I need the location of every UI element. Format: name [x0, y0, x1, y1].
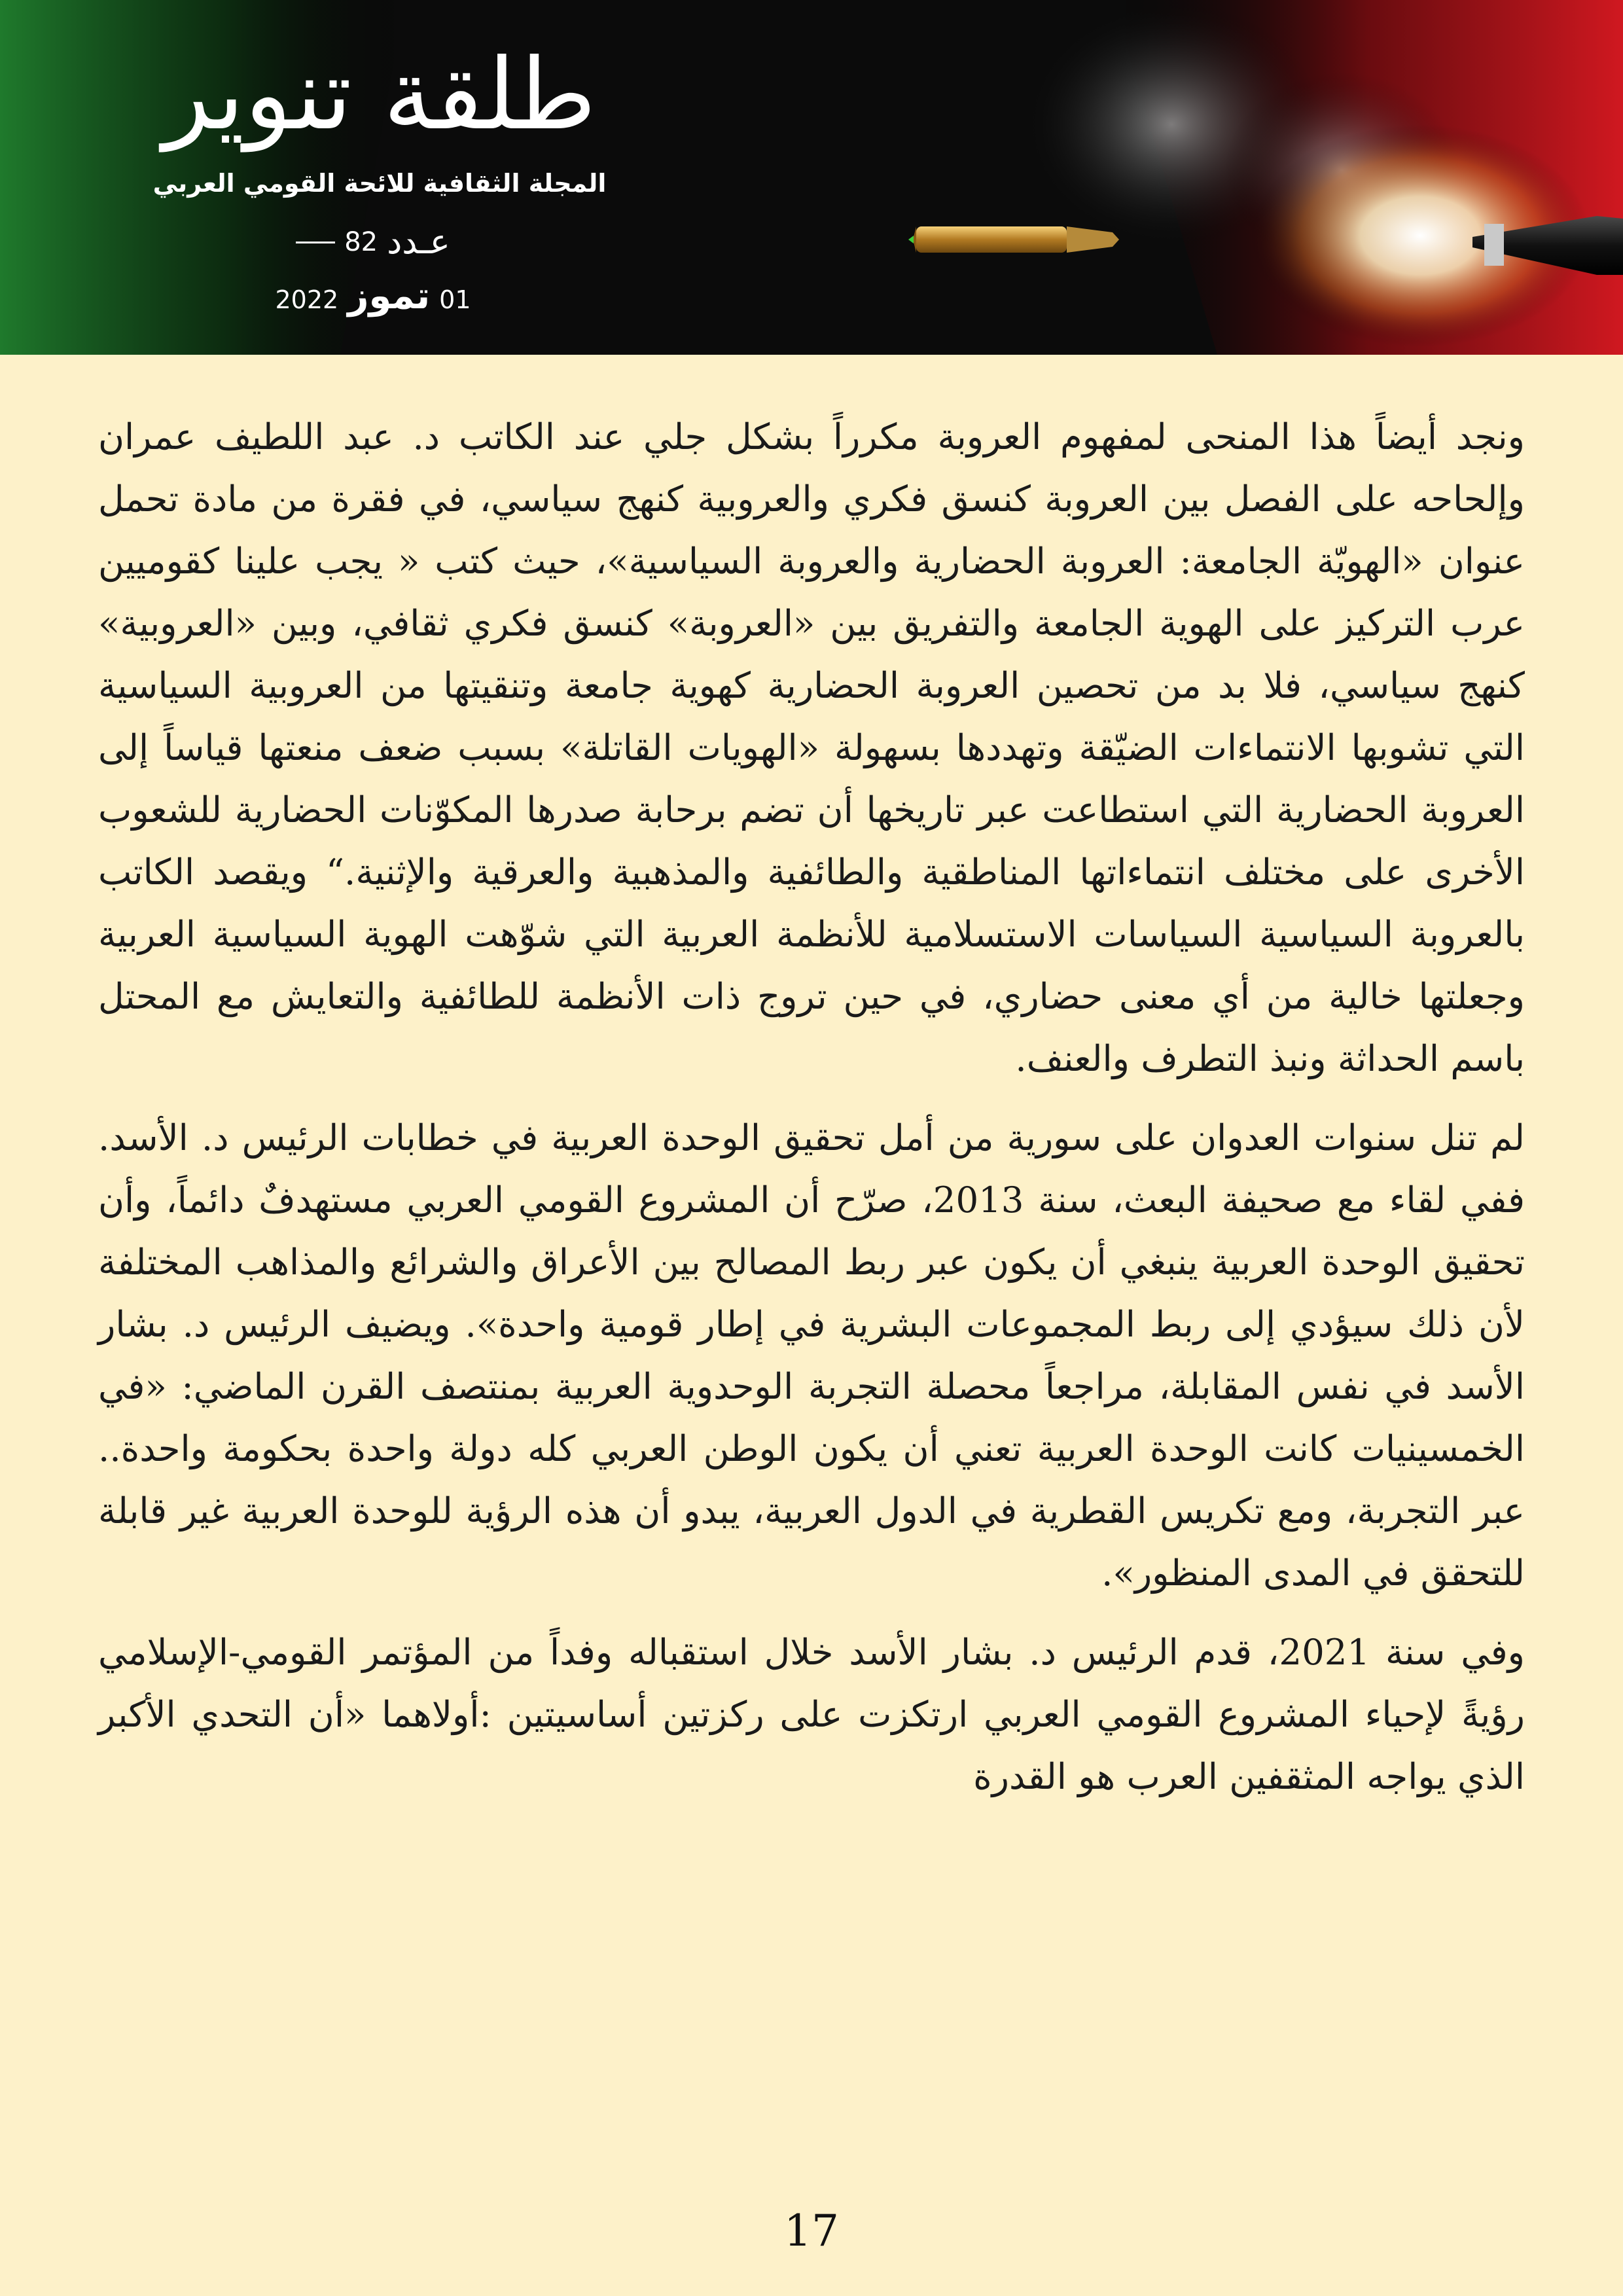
article-body — [98, 406, 1525, 1825]
issue-number: 82 — [344, 227, 378, 257]
issue-rule-left — [296, 242, 335, 243]
issue-date — [262, 275, 484, 317]
magazine-title: طلقة تنوير — [162, 38, 597, 152]
article-paragraph-2: لم تنل سنوات العدوان على سورية من أمل تحقيق الوحدة العربية في خطابات الرئيس د. الأسد. ففي لقاء مع صحيفة البعث، سنة 2013، صرّح أن المشروع القومي العربي مستهدفٌ دائماً، وأن تحقيق الوحدة العربية ينبغي أن يكون عبر ربط المصالح بين الأعراق والشرائع والمذاهب المختلفة لأن ذلك سيؤدي إلى ربط المجموعات البشرية في إطار قومية واحدة». ويضيف الرئيس د. بشار الأسد في نفس المقابلة، مراجعاً محصلة التجربة الوحدوية العربية بمنتصف القرن الماضي: «في الخمسينيات كانت الوحدة العربية تعني أن يكون الوطن العربي كله دولة واحدة بحكومة واحدة.. عبر التجربة، ومع تكريس القطرية في الدول العربية، يبدو أن هذه الرؤية للوحدة العربية غير قابلة للتحقق في المدى المنظور». — [98, 1117, 1525, 1594]
masthead-banner — [0, 0, 1623, 355]
page-number: 17 — [784, 2206, 839, 2256]
magazine-subtitle: المجلة الثقافية للائحة القومي العربي — [152, 169, 607, 198]
issue-label: عـدد — [387, 223, 450, 262]
issue-number-line — [262, 223, 484, 262]
date-day: 01 — [439, 285, 471, 314]
article-paragraph-1: ونجد أيضاً هذا المنحى لمفهوم العروبة مكرراً بشكل جلي عند الكاتب د. عبد اللطيف عمران وإلحاحه على الفصل بين العروبة كنسق فكري والعروبية كنهج سياسي، في فقرة من مادة تحمل عنوان «الهويّة الجامعة: العروبة الحضارية والعروبة السياسية»، حيث كتب « يجب علينا كقوميين عرب التركيز على الهوية الجامعة والتفريق بين «العروبة» كنسق فكري ثقافي، وبين «العروبية» كنهج سياسي، فلا بد من تحصين العروبة الحضارية كهوية جامعة وتنقيتها من العروبية السياسية التي تشوبها الانتماءات الضيّقة وتهددها بسهولة «الهويات القاتلة» بسبب ضعف منعتها قياساً إلى العروبة الحضارية التي استطاعت عبر تاريخها أن تضم برحابة صدرها المكوّنات الحضارية للشعوب الأخرى على مختلف انتماءاتها المناطقية والطائفية والمذهبية والعرقية والإثنية.“ ويقصد الكاتب بالعروبة السياسية السياسات الاستسلامية للأنظمة العربية التي شوّهت الهوية السياسية العربية وجعلتها خالية من أي معنى حضاري، في حين تروج ذات الأنظمة للطائفية والتعايش مع المحتل باسم الحداثة ونبذ التطرف والعنف. — [98, 416, 1525, 1079]
date-year: 2022 — [275, 285, 339, 314]
date-month: تموز — [348, 275, 431, 317]
article-paragraph-3: وفي سنة 2021، قدم الرئيس د. بشار الأسد خلال استقباله وفداً من المؤتمر القومي-الإسلامي رؤيةً لإحياء المشروع القومي العربي ارتكزت على ركزتين أساسيتين :أولاهما «أن التحدي الأكبر الذي يواجه المثقفين العرب هو القدرة — [98, 1631, 1525, 1797]
